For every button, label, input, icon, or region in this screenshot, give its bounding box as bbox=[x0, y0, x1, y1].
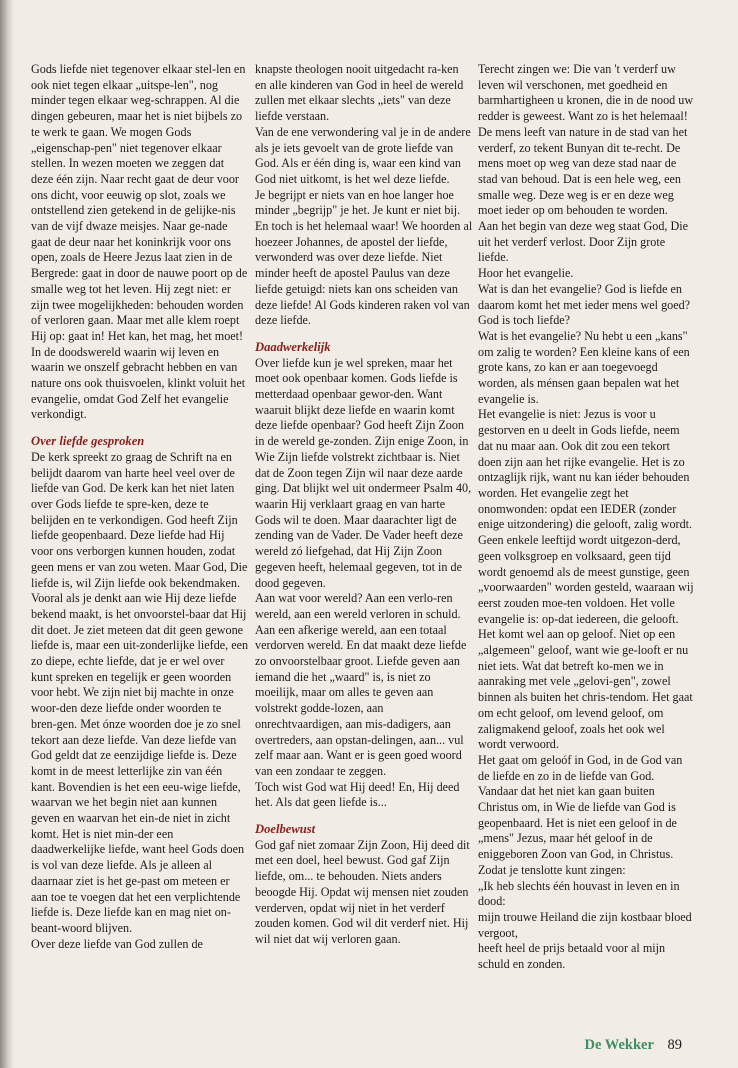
quote-line: heeft heel de prijs betaald voor al mijn schuld en zonden. bbox=[478, 941, 666, 972]
column-2 bbox=[255, 62, 473, 948]
paragraph: Wat is dan het evangelie? God is liefde en daarom komt het met ieder mens wel goed? God is toch liefde? bbox=[478, 281, 691, 328]
paragraph: Aan wat voor wereld? Aan een verlo-ren wereld, aan een wereld verloren in schuld. Aan een afkerige wereld, aan een totaal verdorven wereld. En dat maakt deze liefde zo onvoorstelbaar groot. Liefde geven aan iemand die het „waard" is, is niet zo moeilijk, maar om alles te geven aan volstrekt godde-lozen, aan onrechtvaardigen, aan mis-dadigers, aan overtreders, aan opstan-delingen, aan... vul zelf maar aan. Want er is geen goed woord van een zondaar te zeggen. bbox=[255, 591, 467, 778]
paragraph: Het evangelie is niet: Jezus is voor u gestorven en u deelt in Gods liefde, neem dat nu maar aan. Ook dit zou een tekort doen zijn aan het rijke evangelie. Het is zo ontzaglijk rijk, want nu kan iéder behouden worden. Het evangelie zegt het onomwonden: opdat een IEDER (zonder enige uitzondering) die gelooft, zalig wordt. bbox=[478, 407, 693, 532]
section-heading: Over liefde gesproken bbox=[31, 434, 145, 449]
page-footer bbox=[584, 1037, 682, 1054]
paragraph: De mens leeft van nature in de stad van het verderf, zo tekent Bunyan dit te-recht. De mens moet op weg van deze stad naar de stad van behoud. Dat is een hele weg, een smalle weg. Deze weg is er en deze weg moet ieder op om behouden te worden. bbox=[478, 124, 688, 218]
paragraph: De kerk spreekt zo graag de Schrift na en belijdt daarom van harte heel veel over de liefde van God. De kerk kan het niet laten over Gods liefde te spre-ken, deze te belijden en te verkondigen. God heeft Zijn liefde geopenbaard. Deze liefde had Hij voor ons verborgen kunnen houden, zodat geen mens er van zou weten. Maar God, Die liefde is, wil Zijn liefde ook bekendmaken. Vooral als je denkt aan wie Hij deze liefde bekend maakt, is het onvoorstel-baar dat Hij dit doet. Je ziet meteen dat dit geen gewone liefde is, maar een uit-zonderlijke liefde, een zo diepe, echte liefde, dat je er wel over kunt spreken en tegelijk er geen woorden voor hebt. We zijn niet bij machte in onze woor-den deze liefde onder woorden te bren-gen. Met ónze woorden doe je zo snel tekort aan deze liefde. Van deze liefde van God geldt dat ze eenzijdige liefde is. Deze komt in de meest letterlijke zin van één kant. Bovendien is het een eeu-wige liefde, waarvan we het begin niet aan kunnen geven en waarvan het ein-de niet in zicht komt. Het is niet min-der een daadwerkelijke liefde, want heel Gods doen is vol van deze liefde. Als je alleen al daarnaar ziet is het ge-past om meteen er aan toe te voegen dat het een verplichtende liefde is. Deze liefde kan en mag niet on-beant-woord blijven. bbox=[31, 449, 249, 935]
paragraph: Over liefde kun je wel spreken, maar het moet ook openbaar komen. Gods liefde is metterdaad openbaar gewor-den. Want waaruit blijkt deze liefde en waarin komt deze liefde openbaar? God heeft Zijn Zoon in de wereld ge-zonden. Zijn enige Zoon, in Wie Zijn liefde volstrekt zichtbaar is. Niet dat de Zoon tegen Zijn wil naar deze aarde ging. Dat blijkt wel uit ondermeer Psalm 40, waarin Hij verklaart graag en van harte Gods wil te doen. Maar daarachter ligt de zending van de Vader. De Vader heeft deze wereld zó liefgehad, dat Hij Zijn Zoon gegeven heeft, helemaal gegeven, tot in de dood gegeven. bbox=[255, 355, 472, 590]
quote-line: mijn trouwe Heiland die zijn kostbaar bloed vergoot, bbox=[478, 909, 692, 940]
paragraph: Wat is het evangelie? Nu hebt u een „kans" om zalig te worden? Een kleine kans of een grote kans, zo kan er aan toegevoegd worden, als ménsen gaan bepalen wat het evangelie is. bbox=[478, 328, 690, 406]
paragraph: Aan het begin van deze weg staat God, Die uit het verderf verlost. Door Zijn grote liefde. bbox=[478, 219, 689, 265]
paragraph: Over deze liefde van God zullen de bbox=[31, 936, 203, 951]
section-heading: Doelbewust bbox=[255, 822, 316, 837]
paragraph: knapste theologen nooit uitgedacht ra-ken en alle kinderen van God in heel de wereld zullen met elkaar slechts „iets" van deze liefde verstaan. bbox=[255, 62, 464, 124]
paragraph: Terecht zingen we: Die van 't verderf uw leven wil verschonen, met goedheid en barmhartigheen u kronen, die in de nood uw redder is geweest. Want zo is het helemaal! bbox=[478, 62, 694, 124]
paragraph: Het gaat om geloóf in God, in de God van de liefde en zo in de liefde van God. Vandaar dat het niet kan gaan buiten Christus om, in Wie de liefde van God is geopenbaard. Het is niet een geloof in de „mens" Jezus, maar hét geloof in de eniggeboren Zoon van God, in Christus. bbox=[478, 752, 683, 862]
magazine-title: De Wekker bbox=[584, 1037, 654, 1053]
paragraph: Hoor het evangelie. bbox=[478, 266, 574, 281]
paragraph: Gods liefde niet tegenover elkaar stel-len en ook niet tegen elkaar „uitspe-len", nog minder tegen elkaar weg-schrappen. Al die dingen gebeuren, maar het is niet bijbels zo te werk te gaan. We mogen Gods „eigenschap-pen" niet tegenover elkaar stellen. In wezen moeten we zeggen dat deze één zijn. Naar recht gaat de deur voor ons dicht, voor eeuwig op slot, zoals we ontstellend zien getekend in de gelijke-nis van de vijf dwaze meisjes. Naar ge-nade gaat de deur naar het koninkrijk voor ons open, zoals de Heere Jezus laat zien in de Bergrede: gaat in door de nauwe poort op de smalle weg tot het leven. Hij zegt niet: er zijn twee mogelijkheden: behouden worden of verloren gaan. Maar met alle klem roept Hij op: gaat in! Het kan, het mag, het moet! bbox=[31, 62, 248, 343]
section-heading: Daadwerkelijk bbox=[255, 339, 331, 354]
paragraph: Zodat je tenslotte kunt zingen: bbox=[478, 862, 626, 877]
quote-line: „Ik heb slechts één houvast in leven en in dood: bbox=[478, 878, 680, 909]
column-3 bbox=[478, 62, 696, 973]
page-number: 89 bbox=[667, 1037, 682, 1053]
paragraph: Je begrijpt er niets van en hoe langer hoe minder „begrijp" je het. Je kunt er niet bij. En toch is het helemaal waar! We hoorden al hoezeer Johannes, de apostel der liefde, verwonderd was over deze liefde. Niet minder heeft de apostel Paulus van deze liefde getuigd: niets kan ons scheiden van deze liefde! Al Gods kinderen raken vol van deze liefde. bbox=[255, 187, 473, 328]
paragraph: God gaf niet zomaar Zijn Zoon, Hij deed dit met een doel, heel bewust. God gaf Zijn liefde, om... te behouden. Niets anders beoogde Hij. Opdat wij mensen niet zouden verderven, opdat wij niet in het verderf zouden komen. God wil dit verderf niet. Hij wil niet dat wij verloren gaan. bbox=[255, 837, 470, 946]
paragraph: Van de ene verwondering val je in de andere als je iets gevoelt van de grote liefde van God. Als er één ding is, waar een kind van God niet uitkomt, is het wel deze liefde. bbox=[255, 124, 471, 186]
paragraph: Het komt wel aan op geloof. Niet op een „algemeen" geloof, want wie ge-looft er nu niet iets. Wat dat betreft ko-men we in aanraking met vele „gelovi-gen", zowel binnen als buiten het chris-tendom. Het gaat om echt geloof, om levend geloof, om zaligmakend geloof, zoals het ook wel wordt verwoord. bbox=[478, 627, 693, 752]
column-1 bbox=[31, 62, 249, 952]
binding-shadow bbox=[0, 0, 14, 1068]
paragraph: Toch wist God wat Hij deed! En, Hij deed het. Als dat geen liefde is... bbox=[255, 779, 460, 810]
paragraph: In de doodswereld waarin wij leven en waarin we onszelf gebracht hebben en van nature ons ook thuisvoelen, klinkt voluit het evangelie, omdat God Zelf het evangelie verkondigt. bbox=[31, 344, 246, 422]
paragraph: Geen enkele leeftijd wordt uitgezon-derd, geen volksgroep en volksaard, geen tijd wordt genoemd als de meest gunstige, geen „voorwaarden" worden gesteld, waaraan wij eerst zouden moe-ten voldoen. Het volle evangelie is: op-dat iedereen, die gelooft. bbox=[478, 533, 694, 626]
